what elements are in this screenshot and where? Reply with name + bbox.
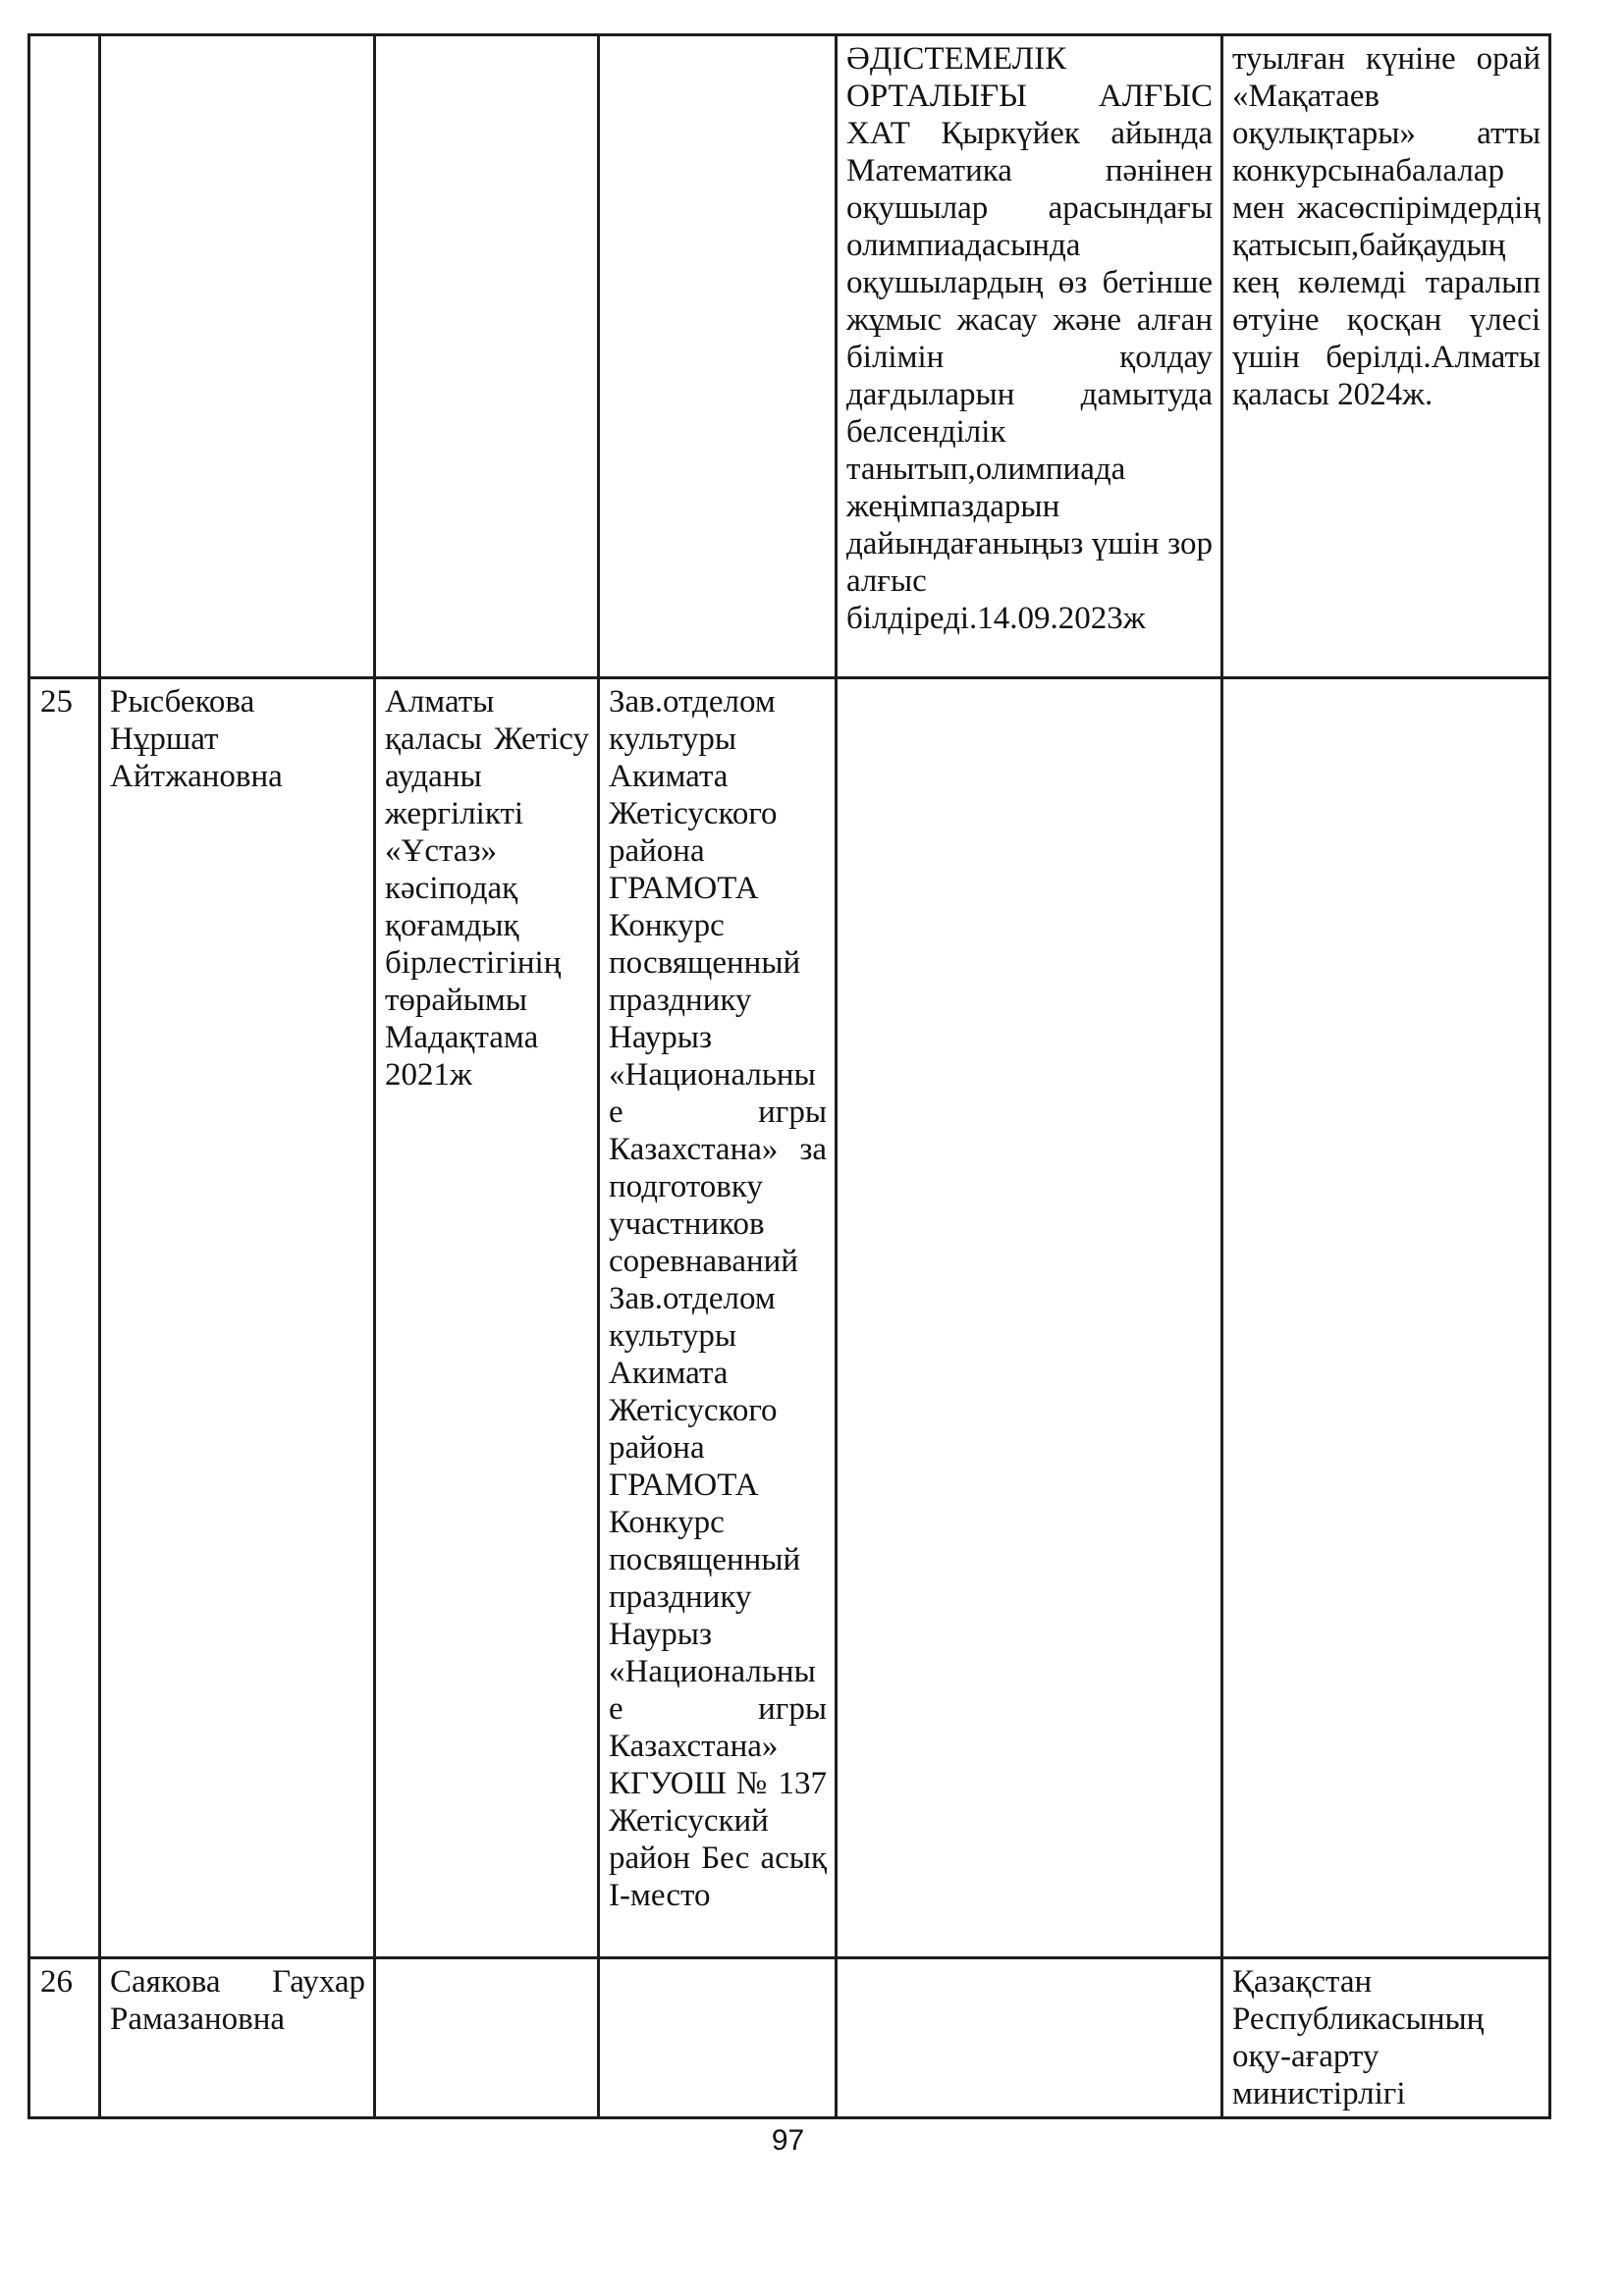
cell-issuer	[1222, 678, 1550, 1958]
cell-name	[100, 35, 375, 678]
cell-award-letter	[837, 678, 1222, 1958]
cell-row-num: 25	[29, 678, 100, 1958]
cell-issuer: туылған күніне орай «Мақатаев оқулықтары» атты конкурсынабалалар мен жасөспірімдердің қатысып,байқаудың кең көлемді таралып өтуіне қосқан үлесі үшін берілді.Алматы қаласы 2024ж.	[1222, 35, 1550, 678]
cell-award	[599, 1958, 837, 2118]
cell-position: Алматы қаласы Жетісу ауданы жергілікті «Ұстаз» кәсіподақ қоғамдық бірлестігінің төрайымы Мадақтама 2021ж	[375, 678, 599, 1958]
table-row-25	[29, 678, 1550, 1958]
cell-row-num: 26	[29, 1958, 100, 2118]
cell-position	[375, 1958, 599, 2118]
cell-row-num	[29, 35, 100, 678]
cell-name: Саякова Гаухар Рамазановна	[100, 1958, 375, 2118]
cell-award: Зав.отделом культуры Акимата Жетісуского района ГРАМОТА Конкурс посвященный празднику Наурыз «Национальные игры Казахстана» за подготовку участников соревнаваний Зав.отделом культуры Акимата Жетісуского района ГРАМОТА Конкурс посвященный празднику Наурыз «Национальные игры Казахстана» КГУОШ № 137 Жетісуский район Бес асық І-место	[599, 678, 837, 1958]
page-number: 97	[771, 2124, 805, 2157]
cell-position	[375, 35, 599, 678]
cell-issuer: Қазақстан Республикасының оқу-ағарту министірлігі	[1222, 1958, 1550, 2118]
awards-table	[27, 33, 1551, 2119]
table-row-26	[29, 1958, 1550, 2118]
table-row-continuation	[29, 35, 1550, 678]
cell-award-letter	[837, 1958, 1222, 2118]
cell-award-letter: ӘДІСТЕМЕЛІК ОРТАЛЫҒЫ АЛҒЫС ХАТ Қыркүйек айында Математика пәнінен оқушылар арасындағы олимпиадасында оқушылардың өз бетінше жұмыс жасау және алған білімін қолдау дағдыларын дамытуда белсенділік танытып,олимпиада жеңімпаздарын дайындағаныңыз үшін зор алғыс білдіреді.14.09.2023ж	[837, 35, 1222, 678]
cell-award	[599, 35, 837, 678]
cell-name: Рысбекова Нұршат Айтжановна	[100, 678, 375, 1958]
